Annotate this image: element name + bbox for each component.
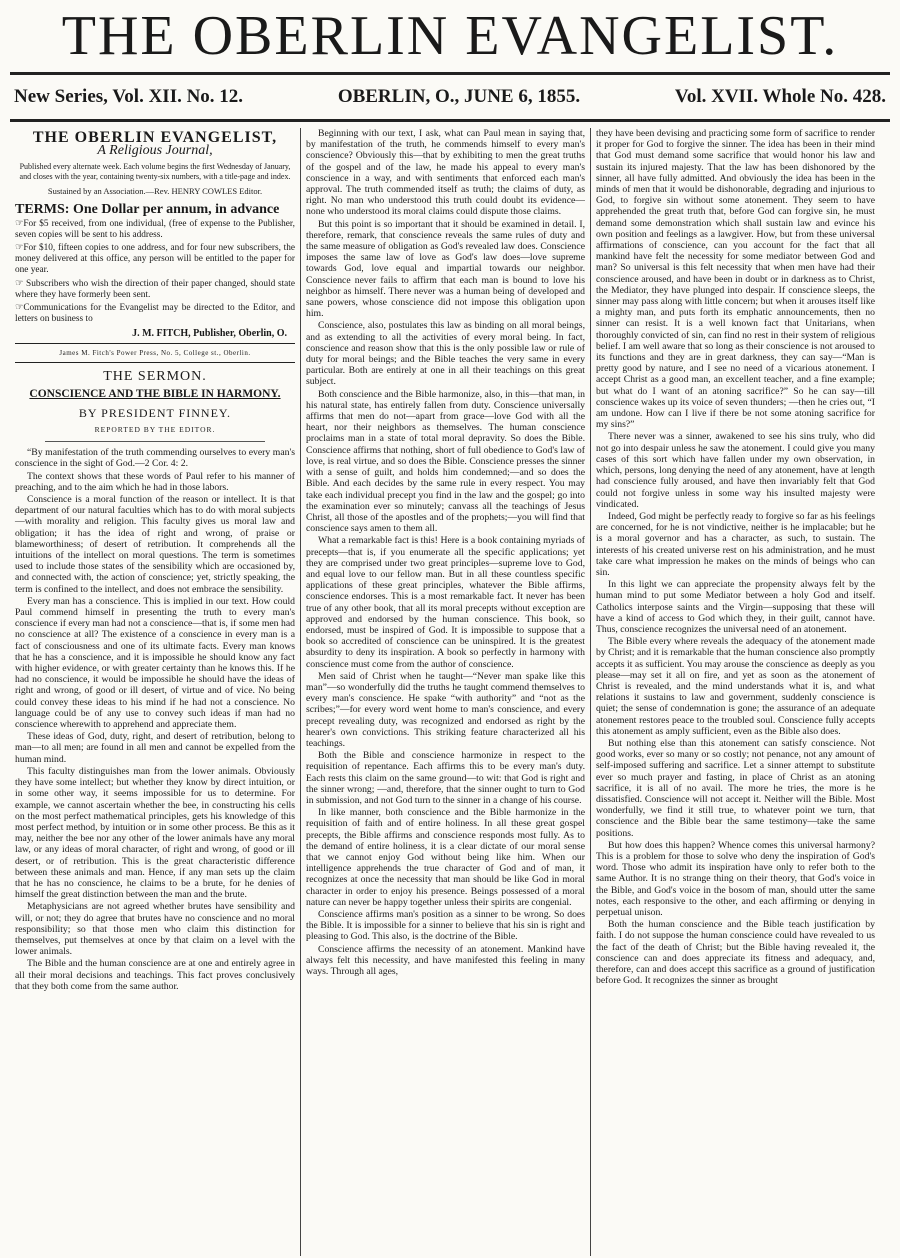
- paragraph: Conscience affirms the necessity of an atonement. Mankind have always felt this necessity, and have manifested this feeling in many ways. Through all ages,: [306, 943, 585, 978]
- publisher: J. M. FITCH, Publisher, Oberlin, O.: [132, 327, 287, 339]
- colophon-title: THE OBERLIN EVANGELIST,: [32, 129, 278, 146]
- colophon-subtitle: A Religious Journal,: [97, 143, 213, 159]
- column-3-body: [596, 128, 875, 986]
- paragraph: This faculty distinguishes man from the lower animals. Obviously they have some intellect; but whether they know by direct intuition, or in some other way, it seems impossible for us to determine. For example, we cannot ascertain whether the bee, in constructing his cells on the most perfect mathematical principles, gets his knowledge of this most perfect method, by intuition or in some other process. Be this as it may, neither the bee nor any other of the lower animals have any moral law, or any ideas of moral character, of right and wrong, of good or ill desert, or of retribution. This is the great characteristic difference between these animals and man. Hence, if any man sets up the claim that he has no conscience, he claims to be a brute, for he denies of himself the great distinction between the man and the brute.: [15, 765, 295, 901]
- paragraph: The context shows that these words of Paul refer to his manner of preaching, and to the aim which he had in those labors.: [15, 470, 295, 493]
- notice: ☞ Subscribers who wish the direction of their paper changed, should state where they have formerly been sent.: [15, 278, 295, 300]
- column-1: [10, 128, 300, 1256]
- paragraph: Both the Bible and conscience harmonize in respect to the requisition of repentance. Each affirms this to be every man's duty. Each rests this claim on the same ground—to wit: that God is right and the sinner wrong; —and, therefore, that the sinner ought to turn to God in submission, and not God turn to the sinner in a change of his course.: [306, 750, 585, 806]
- paragraph: Metaphysicians are not agreed whether brutes have sensibility and will, or not; they do agree that brutes have no conscience and no moral responsibility; so that those men who claim this distinction for themselves, put themselves at once by that claim on a level with the lower animals.: [15, 901, 295, 958]
- series-number: New Series, Vol. XII. No. 12.: [14, 86, 244, 107]
- notice: ☞For $5 received, from one individual, (free of expense to the Publisher, seven copies will be sent to his address.: [15, 218, 295, 240]
- paragraph: Men said of Christ when he taught—“Never man spake like this man”—so wonderfully did the truths he taught commend themselves to every man's conscience. He spake “with authority” and “not as the scribes;”—for every word went home to man's conscience, and every precept revealing duty, was recognized and endorsed as right by the hearer's own convictions. This striking feature characterized all his teachings.: [306, 670, 585, 749]
- divider: [45, 441, 265, 442]
- column-1-body: [15, 447, 295, 992]
- paragraph: Conscience is a moral function of the reason or intellect. It is that department of our natural faculties which has to do with moral subjects—with morality and religion. This faculty gives us moral law and obligation; it has the idea of right and wrong, of praise or blameworthiness; of desert of retribution. It comprehends all the intuitions of the intellect on moral questions. The term is sometimes used to include those states of the sensibility which are occasioned by, and connected with, the action of conscience; yet, strictly speaking, the term is confined to the intellect, and does not embrace the sensibility.: [15, 494, 295, 595]
- paragraph: they have been devising and practicing some form of sacrifice to render it proper for God to forgive the sinner. The idea has been in their mind that God must demand some sacrifice that would honor his law and sustain its injured majesty. That the law has been dishonored by the sinner, all have fully admitted. And obviously the idea has been in the minds of men that it would be dishonorable, degrading and injurious to God, to forgive sin without some atonement. They seem to have apprehended the great truth that, before God can forgive sin, he must demand some demonstration which shall sustain law and evince his own position and feelings as a lawgiver. How, but from these universal affirmations of conscience, can you account for the fact that all mankind have felt the necessity for some mediator between God and man? So universal is this felt necessity that when men have had their conscience aroused, and have been in doubt or in darkness as to Christ, the Mediator, they have plunged into despair. If conscience sleeps, the sinner may pass along with little concern; but when it arouses itself like a mighty man, and puts forth its emphatic announcements, then no sinner can resist. It is a well known fact that Unitarians, when thoroughly convicted of sin, can find no rest in their system of religious belief. I am well aware that so long as their conscience is not aroused to its functions and they are in great darkness, they can say—“Man is pretty good by nature, and I see no need of a vicarious atonement. I accept Christ as a good man, an excellent teacher, and a fine example; but what do I want of an atoning sacrifice?” So he can say—till conscience wakes up its voice of seven thunders; —then he cries out, “I am undone. How can I live if there be not some atoning sacrifice for my sins?”: [596, 128, 875, 431]
- place-date: OBERLIN, O., JUNE 6, 1855.: [337, 86, 581, 107]
- paragraph: These ideas of God, duty, right, and desert of retribution, belong to man—to all men; are found in all men and cannot be expelled from the human mind.: [15, 731, 295, 765]
- masthead: THE OBERLIN EVANGELIST.: [61, 5, 839, 67]
- paragraph: But how does this happen? Whence comes this universal harmony? This is a problem for those to solve who deny the inspiration of God's word. Those who admit its inspiration have only to refer both to the same Author. It is no strange thing on their theory, that God's voice in the Bible, and God's voice in the bosom of man, should utter the same notes, each responsive to the other, and each affirming or denying in perpetual unison.: [596, 839, 875, 919]
- notice: ☞Communications for the Evangelist may be directed to the Editor, and letters on business to: [15, 303, 295, 325]
- column-2-body: [306, 128, 585, 977]
- paragraph: Both the human conscience and the Bible teach justification by faith. I do not suppose the human conscience could have revealed to us the fact of the death of Christ; but the Bible having revealed it, the conscience can and does appreciate its fitness and adequacy, and, therefore, can and does accept this sacrifice as a ground of justification before God. It recognizes the sinner as brought: [596, 919, 875, 987]
- byline: BY PRESIDENT FINNEY.: [78, 405, 232, 420]
- paragraph: In this light we can appreciate the propensity always felt by the human mind to put some Mediator between a holy God and itself. Catholics interpose saints and the Virgin—supposing that these will have a kind of access to God which they, in their guilt, cannot have. Thus, conscience recognizes the universal need of an atonement.: [596, 579, 875, 635]
- section-heading: THE SERMON.: [103, 369, 207, 385]
- paragraph: Conscience, also, postulates this law as binding on all moral beings, and as extending to all the activities of every moral being. In fact, conscience and reason show that this is the only possible law or rule of duty for moral beings; and the Bible teaches the very same in every particular. Both are entirely at one in all their teachings on this great subject.: [306, 320, 585, 388]
- paragraph: “By manifestation of the truth commending ourselves to every man's conscience in the sight of God.—2 Cor. 4: 2.: [15, 447, 295, 470]
- sermon-title: CONSCIENCE AND THE BIBLE IN HARMONY.: [29, 387, 281, 400]
- paragraph: But this point is so important that it should be examined in detail. I, therefore, remark, that conscience reveals the same rules of duty and the same measure of obligation as God's revealed law does. Conscience imposes the same law of love as God's law does—love supreme towards God, love equal and impartial towards our neighbor. Conscience never fails to affirm that each man is bound to love his neighbor as himself. There never was a human being of developed and sane powers, whose conscience did not impose this obligation upon him.: [306, 218, 585, 320]
- paragraph: There never was a sinner, awakened to see his sins truly, who did not go into despair unless he saw the atonement. I could give you many cases of this sort which have fallen under my own observation, in which, persons, long denying the need of any atonement, have at length had conscience fully aroused, and have then invariably felt that God could not forgive unless in some way his insulted majesty were vindicated.: [596, 431, 875, 510]
- paragraph: Both conscience and the Bible harmonize, also, in this—that man, in his natural state, has entirely fallen from duty. Conscience universally affirms that men do not—apart from grace—love God with all the heart, nor their neighbors as themselves. The human conscience proclaims man in a state of total moral depravity. So does the Bible. Conscience affirms that nothing, short of full obedience to God's law of love, is real virtue, and so does the Bible. Conscience presses the sinner with a sense of guilt, and holds him condemned;—and so does the Bible. And each decides by the same rule in every respect. You may take each individual precept you find in the law and the gospel; go into the examination ever so minutely; canvass all the teachings of Jesus Christ, all those of the apostles and of the prophets;—you will find that conscience says amen to them all.: [306, 388, 585, 535]
- notice: ☞For $10, fifteen copies to one address, and for four new subscribers, the money delivered at this office, any person will be entitled to the paper for one year.: [15, 243, 295, 275]
- dateline-rule: [10, 119, 890, 122]
- dateline: [10, 75, 890, 119]
- paragraph: Conscience affirms man's position as a sinner to be wrong. So does the Bible. It is impossible for a sinner to believe that his sin is right and pleasing to God. This also, is the doctrine of the Bible.: [306, 909, 585, 943]
- paragraph: Every man has a conscience. This is implied in our text. How could Paul commend himself in presenting the truth to every man's conscience if every man had not a conscience—that is, if some men had no conscience at all? The existence of a conscience in every man is a fact of consciousness and one of its ultimate facts. Every man knows that he has a conscience, and it is impossible he should know any fact with higher evidence, or with greater certainty than he knows this. If he had no conscience, it would be impossible he should have the ideas of right and wrong, of good or ill desert, of virtue and of vice. No being could convey these ideas to his mind if he had not a conscience. No language could be of any use to convey such ideas if man had no conscience wherewith to apprehend and appreciate them.: [15, 595, 295, 731]
- terms: TERMS: One Dollar per annum, in advance: [15, 201, 280, 217]
- paragraph: What a remarkable fact is this! Here is a book containing myriads of precepts—that is, if you enumerate all the specific applications; yet they are comprised under two great principles—supreme love to God, and equal love to our fellow man. But in all these countless specific applications of these great principles, whatever the Bible affirms, conscience endorses. This is a most remarkable fact. It never has been true of any other book, that all its moral precepts without exception are approved and endorsed by the human conscience. This book, so endorsed, must be inspired of God. It is impossible to suppose that a book so accredited of conscience can be uninspired. It is the greatest absurdity to deny its inspiration. A book so perfectly in harmony with conscience must come from the author of conscience.: [306, 535, 585, 670]
- paragraph: The Bible and the human conscience are at one and entirely agree in all their moral decisions and teachings. This fact proves conclusively that they both come from the same author.: [15, 958, 295, 992]
- paragraph: In like manner, both conscience and the Bible harmonize in the requisition of faith and of entire holiness. In all these great gospel precepts, the Bible affirms and conscience responds most fully. As to the demand of entire holiness, it is a clear dictate of our moral sense that we cannot enjoy God without being like him. When our intelligence apprehends the true character of God and of man, it recognizes at once the necessity that man should be like God in moral character in order to enjoy his presence. Beings possessed of a moral nature can never be happy together unless their spirits are congenial.: [306, 807, 585, 908]
- paragraph: Beginning with our text, I ask, what can Paul mean in saying that, by manifestation of the truth, he commends himself to every man's conscience? Obviously this—that by exhibiting to men the great truths of the gospel and of the law, he made his appeal to every man's conscience in a way, and with sentiments that enforced each man's approval. The truth commended itself as truth; the claims of duty, as right. No man who understood this truth could doubt its evidence—none who understood its moral claims could dispute those claims.: [306, 128, 585, 218]
- paragraph: The Bible every where reveals the adequacy of the atonement made by Christ; and it is remarkable that the human conscience also promptly accepts it as sufficient. You may arouse the conscience as deeply as you please—may set it all on fire, and yet as soon as the atonement of Christ is revealed, and the mind understands what it is, and what relations it sustains to law and government, suddenly conscience is quiet; the sense of condemnation is gone; the assurance of an adequate atonement restores peace to the troubled soul. Conscience fully accepts this atonement as amply sufficient, even as the Bible also does.: [596, 636, 875, 737]
- column-3: [590, 128, 880, 1256]
- sustained-by: Sustained by an Association.—Rev. HENRY COWLES Editor.: [47, 186, 263, 197]
- column-2: [300, 128, 590, 1256]
- paragraph: Indeed, God might be perfectly ready to forgive so far as his feelings are concerned, for he is not vindictive, neither is he implacable; but he is a moral governor and has a character, as such, to sustain. The interests of his created universe rest on his administration, and he must take care what impression he makes on the minds of beings who can sin.: [596, 510, 875, 578]
- divider: [15, 343, 295, 344]
- paragraph: But nothing else than this atonement can satisfy conscience. Not good works, ever so many or so costly; not penance, not any amount of self-imposed suffering and sacrifice. Let a sinner attempt to substitute ever so much prayer and fasting, in place of Christ as an atoning sacrifice, it is all of no avail. The more he tries, the more is he dissatisfied. Conscience will not accept it. Neither will the Bible. Most wonderfully, we find it still true, to whatever point we turn, that conscience and the Bible bear the same testimony—take the same positions.: [596, 737, 875, 839]
- divider: [15, 362, 295, 363]
- press-line: James M. Fitch's Power Press, No. 5, College st., Oberlin.: [59, 349, 251, 358]
- whole-number: Vol. XVII. Whole No. 428.: [674, 86, 886, 107]
- publication-info: Published every alternate week. Each volume begins the first Wednesday of January, and closes with the year, containing twenty-six numbers, with a title-page and index.: [19, 162, 291, 181]
- reported-by: REPORTED BY THE EDITOR.: [94, 425, 216, 434]
- columns: [10, 128, 890, 1256]
